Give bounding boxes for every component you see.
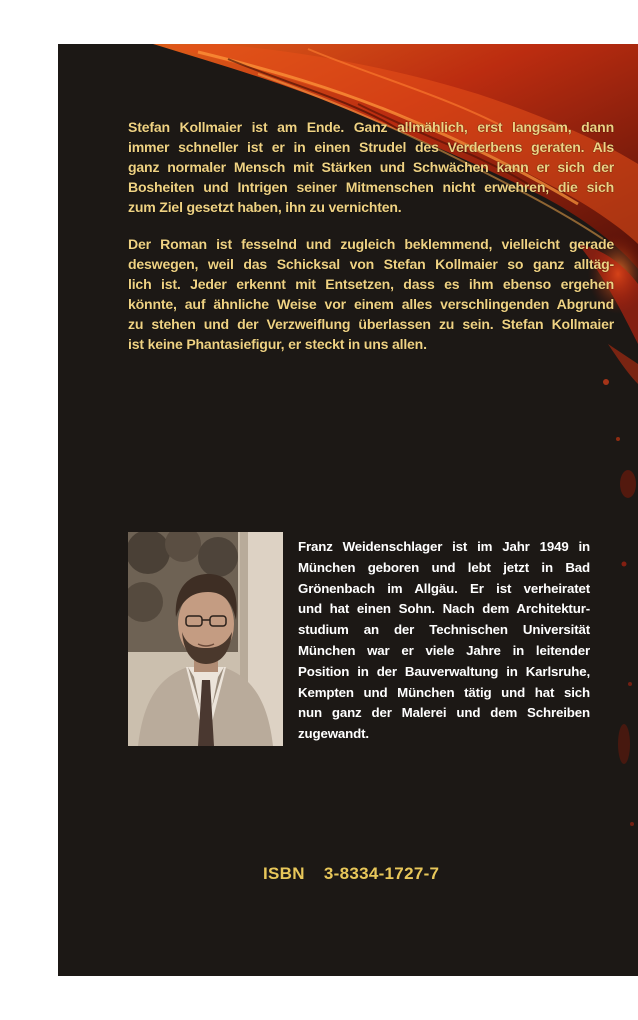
blurb-line: ist keine Phantasiefigur, er steckt in uns allen. [128, 336, 427, 352]
bio-line: studium an der Technischen Universität [298, 622, 590, 638]
blurb-line: könnte, auf ähnliche Weise vor einem alles verschlingenden Abgrund [128, 296, 614, 312]
blurb-line: Bosheiten und Intrigen seiner Mitmenschen nicht erwehren, die sich [128, 179, 614, 195]
author-portrait-icon [128, 532, 283, 746]
isbn-number: 3-8334-1727-7 [323, 864, 440, 883]
bio-line: Kempten und München tätig und hat sich [298, 684, 590, 700]
bio-line: nun ganz der Malerei und dem Schreiben [298, 705, 590, 721]
blurb-line: Der Roman ist fesselnd und zugleich beklemmend, vielleicht gerade [128, 236, 614, 252]
blurb-line: Stefan Kollmaier ist am Ende. Ganz allmählich, erst langsam, dann [128, 119, 614, 135]
bio-line: Position in der Bauverwaltung in Karlsruhe, [298, 663, 590, 679]
blurb-line: lich ist. Jeder erkennt mit Entsetzen, dass es ihm ebenso ergehen [128, 276, 614, 292]
bio-line: zugewandt. [298, 726, 369, 742]
author-bio [298, 537, 590, 745]
bio-line: Grönenbach im Allgäu. Er ist verheiratet [298, 580, 590, 596]
bio-line: München war er viele Jahre in leitender [298, 642, 590, 658]
blurb-line: ganz normaler Mensch mit Stärken und Schwächen kann er sich der [128, 159, 614, 175]
back-cover [58, 44, 638, 976]
bio-line: Franz Weidenschlager ist im Jahr 1949 in [298, 539, 590, 554]
blurb-paragraph-2 [128, 234, 614, 354]
author-photo [128, 532, 283, 746]
isbn [263, 864, 439, 884]
blurb-line: zum Ziel gesetzt haben, ihn zu vernichten. [128, 199, 402, 215]
blurb-line: zu stehen und der Verzweiflung überlassen zu sein. Stefan Kollmaier [128, 316, 614, 332]
blurb-line: deswegen, weil das Schicksal von Stefan Kollmaier so ganz alltäg- [128, 256, 614, 272]
bio-line: und hat einen Sohn. Nach dem Architektur- [298, 601, 590, 617]
bio-line: München geboren und lebt jetzt in Bad [298, 559, 590, 575]
blurb-line: immer schneller ist er in einen Strudel des Verderbens geraten. Als [128, 139, 614, 155]
isbn-label: ISBN [263, 864, 305, 883]
blurb-paragraph-1 [128, 117, 614, 217]
